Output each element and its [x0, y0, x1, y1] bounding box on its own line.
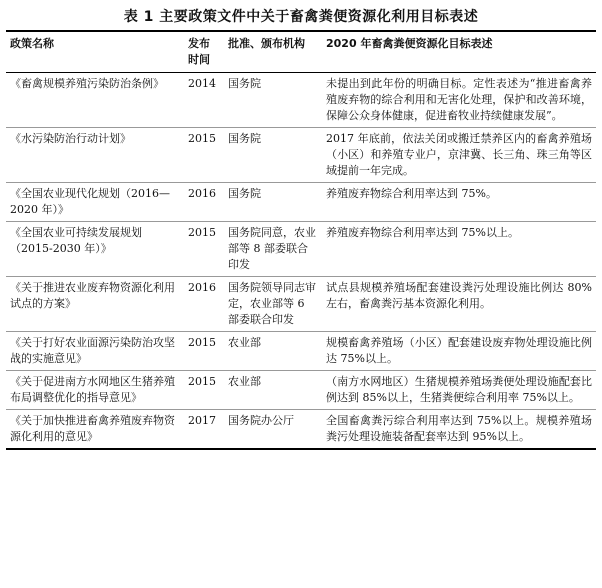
release-year: 2016 — [184, 183, 224, 222]
header-target: 2020 年畜禽粪便资源化目标表述 — [322, 31, 596, 73]
target-statement: 规模畜禽养殖场（小区）配套建设废弃物处理设施比例达 75%以上。 — [322, 332, 596, 371]
release-year: 2014 — [184, 73, 224, 128]
release-year: 2015 — [184, 332, 224, 371]
policy-name: 《畜禽规模养殖污染防治条例》 — [6, 73, 184, 128]
header-agency: 批准、颁布机构 — [224, 31, 322, 73]
policy-name: 《关于打好农业面源污染防治攻坚战的实施意见》 — [6, 332, 184, 371]
header-release-time: 发布时间 — [184, 31, 224, 73]
policy-name: 《水污染防治行动计划》 — [6, 128, 184, 183]
header-policy-name: 政策名称 — [6, 31, 184, 73]
table-row — [6, 128, 596, 183]
target-statement: 2017 年底前，依法关闭或搬迁禁养区内的畜禽养殖场（小区）和养殖专业户，京津冀、长三角、珠三角等区域提前一年完成。 — [322, 128, 596, 183]
table-row — [6, 277, 596, 332]
agency: 国务院 — [224, 128, 322, 183]
table-caption: 表 1 主要政策文件中关于畜禽粪便资源化利用目标表述 — [123, 9, 479, 25]
target-statement: 养殖废弃物综合利用率达到 75%。 — [322, 183, 596, 222]
policy-name: 《关于推进农业废弃物资源化利用试点的方案》 — [6, 277, 184, 332]
target-statement: （南方水网地区）生猪规模养殖场粪便处理设施配套比例达到 85%以上，生猪粪便综合利用率 75%以上。 — [322, 371, 596, 410]
target-statement: 全国畜禽粪污综合利用率达到 75%以上。规模养殖场粪污处理设施装备配套率达到 95%以上。 — [322, 410, 596, 450]
target-statement: 养殖废弃物综合利用率达到 75%以上。 — [322, 222, 596, 277]
target-statement: 试点县规模养殖场配套建设粪污处理设施比例达 80%左右，畜禽粪污基本资源化利用。 — [322, 277, 596, 332]
agency: 国务院同意，农业部等 8 部委联合印发 — [224, 222, 322, 277]
policy-name: 《关于促进南方水网地区生猪养殖布局调整优化的指导意见》 — [6, 371, 184, 410]
table-header-row — [6, 31, 596, 73]
agency: 国务院办公厅 — [224, 410, 322, 450]
table-row — [6, 73, 596, 128]
agency: 农业部 — [224, 332, 322, 371]
agency: 国务院领导同志审定，农业部等 6 部委联合印发 — [224, 277, 322, 332]
release-year: 2015 — [184, 222, 224, 277]
policy-name: 《全国农业现代化规划（2016—2020 年）》 — [6, 183, 184, 222]
table-row — [6, 222, 596, 277]
agency: 农业部 — [224, 371, 322, 410]
policy-table — [6, 30, 596, 450]
release-year: 2016 — [184, 277, 224, 332]
agency: 国务院 — [224, 73, 322, 128]
policy-name: 《全国农业可持续发展规划（2015-2030 年）》 — [6, 222, 184, 277]
table-row — [6, 371, 596, 410]
release-year: 2015 — [184, 128, 224, 183]
table-row — [6, 183, 596, 222]
agency: 国务院 — [224, 183, 322, 222]
table-row — [6, 332, 596, 371]
release-year: 2015 — [184, 371, 224, 410]
target-statement: 未提出到此年份的明确目标。定性表述为“推进畜禽养殖废弃物的综合利用和无害化处理，保护和改善环境，保障公众身体健康，促进畜牧业持续健康发展”。 — [322, 73, 596, 128]
release-year: 2017 — [184, 410, 224, 450]
policy-name: 《关于加快推进畜禽养殖废弃物资源化利用的意见》 — [6, 410, 184, 450]
table-row — [6, 410, 596, 450]
